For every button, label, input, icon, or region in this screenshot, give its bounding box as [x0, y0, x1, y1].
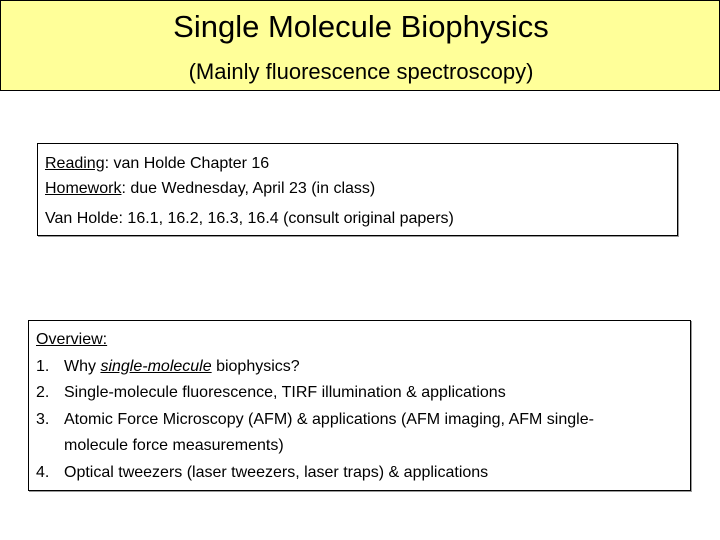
- overview-list: [36, 354, 690, 487]
- overview-item-number: 3.: [36, 410, 50, 428]
- overview-item-4-text: Optical tweezers (laser tweezers, laser traps) & applications: [64, 463, 489, 481]
- slide-subtitle: (Mainly fluorescence spectroscopy): [188, 59, 534, 84]
- overview-item-2: [36, 380, 690, 407]
- slide-title: Single Molecule Biophysics: [173, 9, 549, 44]
- overview-item-number: 1.: [36, 357, 50, 375]
- overview-item-3-line2: molecule force measurements): [64, 437, 284, 454]
- overview-item-3: [36, 407, 690, 460]
- title-banner: [0, 0, 720, 91]
- reading-assignment-box: [37, 143, 678, 236]
- homework-line: [45, 176, 677, 201]
- reading-line: [45, 151, 677, 176]
- homework-label: Homework: [45, 180, 122, 197]
- overview-item-number: 2.: [36, 384, 50, 401]
- overview-item-4: [36, 460, 690, 487]
- overview-item-1-prefix: Why: [64, 357, 101, 375]
- overview-box: [28, 320, 691, 491]
- overview-heading: Overview:: [36, 331, 108, 348]
- assignment-line: Van Holde: 16.1, 16.2, 16.3, 16.4 (consult original papers): [45, 210, 454, 227]
- overview-item-1: [36, 354, 690, 381]
- homework-text: : due Wednesday, April 23 (in class): [121, 180, 376, 197]
- overview-item-1-emphasis: single-molecule: [100, 357, 212, 375]
- reading-label: Reading: [45, 155, 105, 172]
- overview-item-2-text: Single-molecule fluorescence, TIRF illumination & applications: [64, 384, 506, 401]
- overview-item-1-suffix: biophysics?: [211, 357, 300, 375]
- overview-item-3-line1: Atomic Force Microscopy (AFM) & applications (AFM imaging, AFM single-: [64, 410, 594, 428]
- reading-text: : van Holde Chapter 16: [104, 155, 270, 172]
- overview-item-number: 4.: [36, 463, 50, 481]
